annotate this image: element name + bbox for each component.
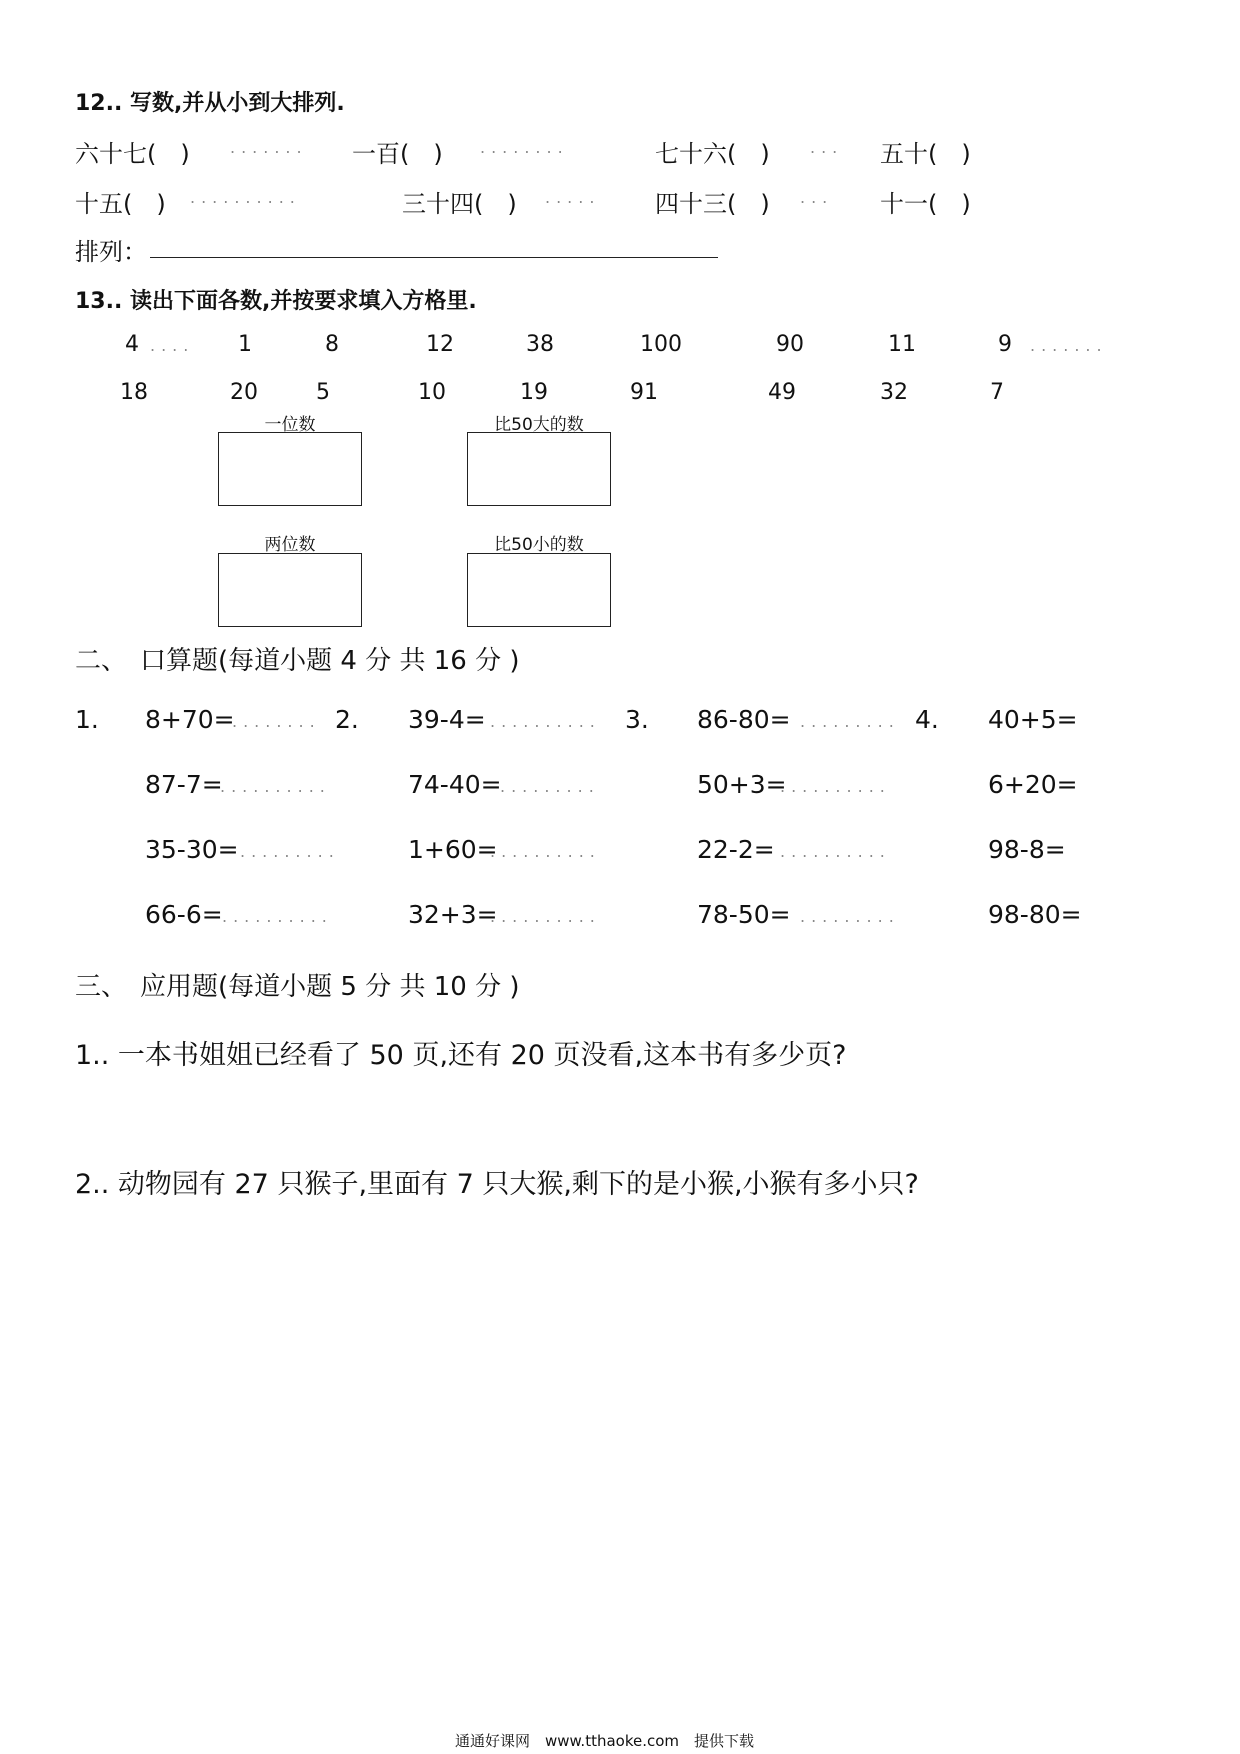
calc-item: 74-40= bbox=[408, 770, 502, 799]
calc-item: 98-8= bbox=[988, 835, 1066, 864]
footer-text: 通通好课网 www.tthaoke.com 提供下载 bbox=[455, 1732, 755, 1750]
q13-title: 13.. 读出下面各数,并按要求填入方格里. bbox=[75, 289, 477, 314]
q13-number: 32 bbox=[880, 380, 908, 405]
dot-leader: ......... bbox=[240, 842, 340, 861]
dot-leader: ........ bbox=[232, 712, 321, 731]
q13-number: 8 bbox=[325, 332, 339, 357]
q12-title: 12.. 写数,并从小到大排列. bbox=[75, 91, 345, 116]
q12-item: 三十四( ) bbox=[402, 190, 517, 218]
dot-leader: ..... bbox=[545, 188, 601, 207]
answer-box-less-50[interactable] bbox=[467, 553, 611, 627]
q12-item: 六十七( ) bbox=[75, 140, 190, 168]
box-label-two-digit: 两位数 bbox=[264, 535, 316, 555]
dot-leader: ......... bbox=[800, 907, 900, 926]
problem-number: 4. bbox=[915, 705, 939, 734]
q12-item: 四十三( ) bbox=[655, 190, 770, 218]
q12-item: 十一( ) bbox=[880, 190, 971, 218]
word-problem-1: 1.. 一本书姐姐已经看了 50 页,还有 20 页没看,这本书有多少页? bbox=[75, 1040, 847, 1071]
q13-number: 18 bbox=[120, 380, 148, 405]
box-label-one-digit: 一位数 bbox=[264, 415, 316, 435]
problem-number: 3. bbox=[625, 705, 649, 734]
calc-item: 35-30= bbox=[145, 835, 239, 864]
dot-leader: .......... bbox=[490, 842, 601, 861]
box-label-less-50: 比50小的数 bbox=[494, 535, 584, 555]
calc-item: 1+60= bbox=[408, 835, 498, 864]
q12-item: 十五( ) bbox=[75, 190, 166, 218]
calc-item: 87-7= bbox=[145, 770, 223, 799]
q13-number: 38 bbox=[526, 332, 554, 357]
q13-number: 100 bbox=[640, 332, 682, 357]
calc-item: 39-4= bbox=[408, 705, 486, 734]
calc-item: 86-80= bbox=[697, 705, 791, 734]
dot-leader: ... bbox=[810, 138, 844, 157]
calc-item: 8+70= bbox=[145, 705, 235, 734]
q13-number: 20 bbox=[230, 380, 258, 405]
calc-item: 50+3= bbox=[697, 770, 787, 799]
box-label-greater-50: 比50大的数 bbox=[494, 415, 584, 435]
dot-leader: ......... bbox=[800, 712, 900, 731]
dot-leader: .......... bbox=[780, 777, 891, 796]
arrange-answer-line bbox=[150, 257, 718, 258]
dot-leader: .......... bbox=[490, 712, 601, 731]
q13-number: 11 bbox=[888, 332, 916, 357]
calc-item: 22-2= bbox=[697, 835, 775, 864]
q12-item: 七十六( ) bbox=[655, 140, 770, 168]
problem-number: 2. bbox=[335, 705, 359, 734]
q13-number: 90 bbox=[776, 332, 804, 357]
calc-item: 40+5= bbox=[988, 705, 1078, 734]
dot-leader: .......... bbox=[220, 777, 331, 796]
dot-leader: ........ bbox=[480, 138, 569, 157]
q13-number: 10 bbox=[418, 380, 446, 405]
q12-item: 五十( ) bbox=[880, 140, 971, 168]
q13-number: 5 bbox=[316, 380, 330, 405]
q13-number: 12 bbox=[426, 332, 454, 357]
q12-item: 一百( ) bbox=[352, 140, 443, 168]
section2-title: 二、 口算题(每道小题 4 分 共 16 分 ) bbox=[75, 646, 520, 676]
q13-number: 49 bbox=[768, 380, 796, 405]
q13-number: 4 bbox=[125, 332, 139, 357]
answer-box-two-digit[interactable] bbox=[218, 553, 362, 627]
section3-title: 三、 应用题(每道小题 5 分 共 10 分 ) bbox=[75, 972, 520, 1002]
dot-leader: .......... bbox=[780, 842, 891, 861]
q13-number: 7 bbox=[990, 380, 1004, 405]
answer-box-one-digit[interactable] bbox=[218, 432, 362, 506]
dot-leader: .......... bbox=[190, 188, 301, 207]
word-problem-2: 2.. 动物园有 27 只猴子,里面有 7 只大猴,剩下的是小猴,小猴有多小只? bbox=[75, 1169, 919, 1200]
calc-item: 66-6= bbox=[145, 900, 223, 929]
answer-box-greater-50[interactable] bbox=[467, 432, 611, 506]
q13-number: 19 bbox=[520, 380, 548, 405]
calc-item: 98-80= bbox=[988, 900, 1082, 929]
q13-number: 1 bbox=[238, 332, 252, 357]
q13-number: 91 bbox=[630, 380, 658, 405]
dot-leader: .......... bbox=[490, 907, 601, 926]
q13-number: 9 bbox=[998, 332, 1012, 357]
dot-leader: ....... bbox=[1030, 336, 1108, 355]
calc-item: 32+3= bbox=[408, 900, 498, 929]
dot-leader: ....... bbox=[230, 138, 308, 157]
problem-number: 1. bbox=[75, 705, 99, 734]
calc-item: 78-50= bbox=[697, 900, 791, 929]
calc-item: 6+20= bbox=[988, 770, 1078, 799]
dot-leader: ......... bbox=[500, 777, 600, 796]
dot-leader: .......... bbox=[222, 907, 333, 926]
arrange-label: 排列： bbox=[75, 238, 147, 266]
dot-leader: .... bbox=[150, 336, 195, 355]
dot-leader: ... bbox=[800, 188, 834, 207]
